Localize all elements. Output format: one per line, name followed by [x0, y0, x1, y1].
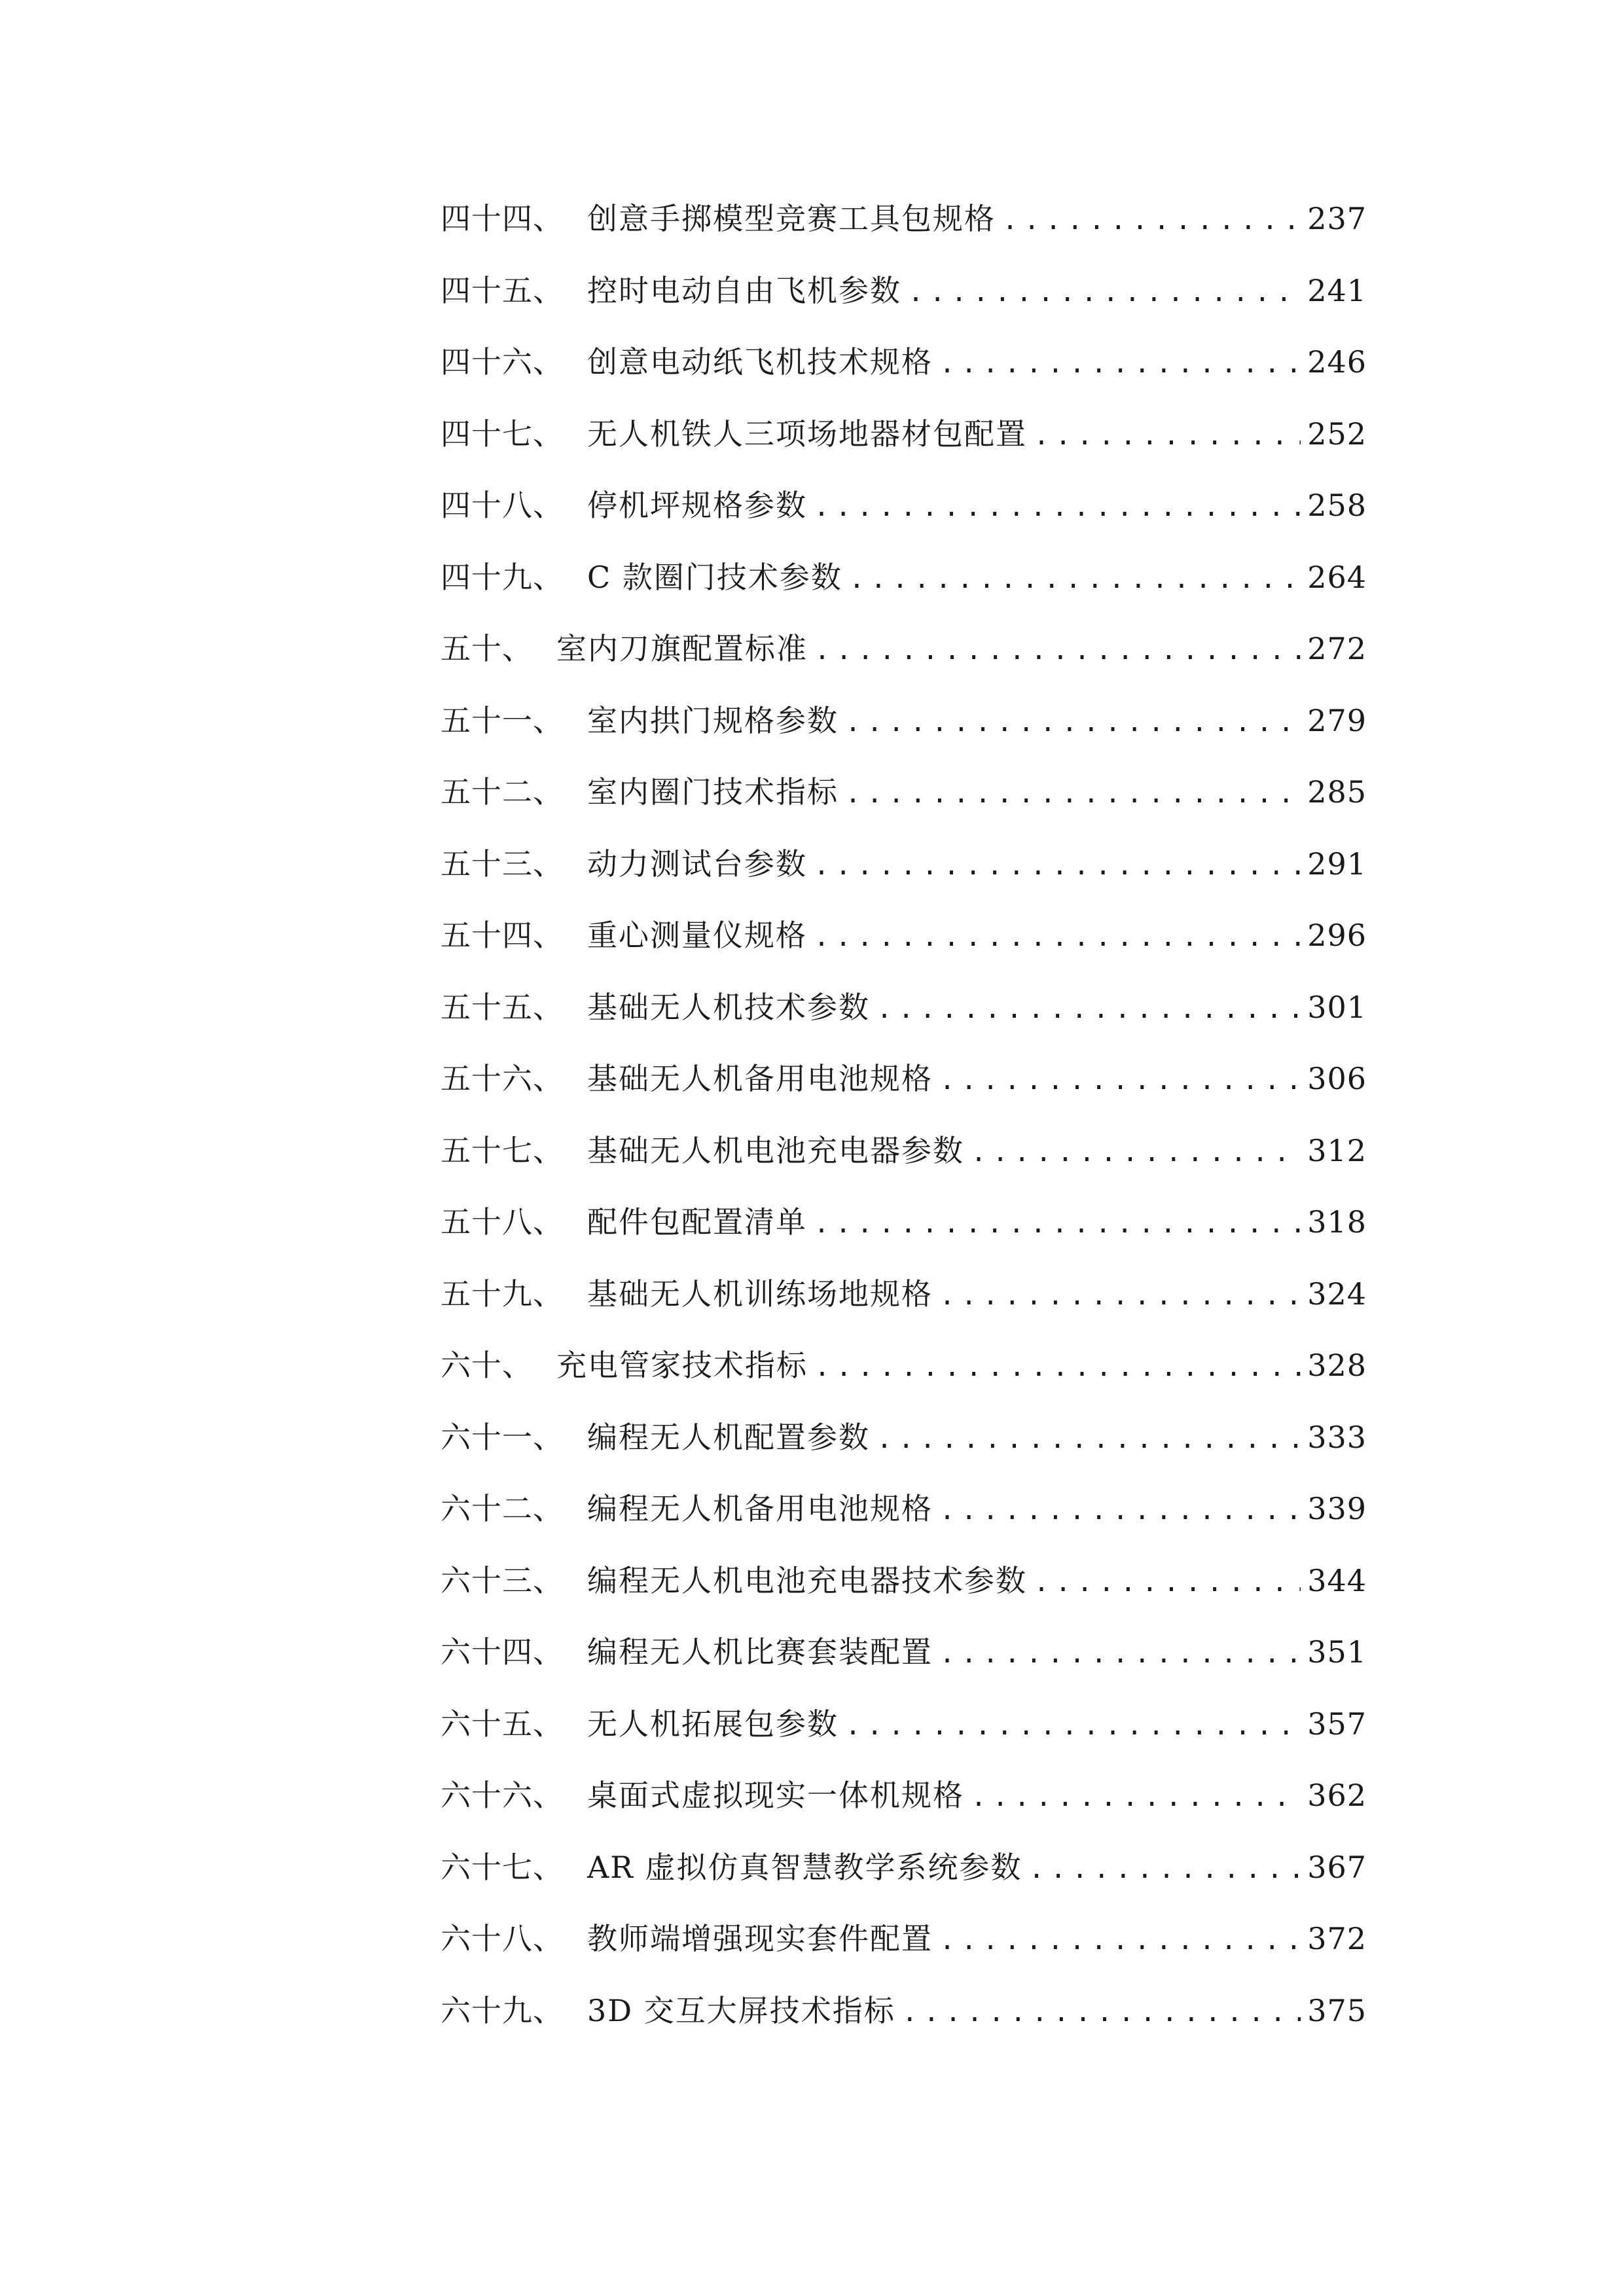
toc-entry-title: 控时电动自由飞机参数 — [587, 272, 901, 308]
toc-entry-title: 基础无人机技术参数 — [587, 989, 870, 1025]
toc-entry[interactable] — [441, 1764, 1367, 1836]
toc-entry-page: 324 — [1307, 1276, 1367, 1312]
toc-entry-page: 272 — [1307, 631, 1367, 666]
toc-entry[interactable] — [441, 1836, 1367, 1908]
toc-entry-number: 四十四、 — [441, 201, 564, 236]
toc-dot-leader — [902, 1981, 1301, 2044]
table-of-contents — [441, 187, 1367, 2051]
toc-dot-leader — [1028, 1838, 1301, 1901]
toc-entry-number: 四十五、 — [441, 272, 564, 308]
toc-entry-title: 无人机铁人三项场地器材包配置 — [587, 416, 1027, 452]
toc-entry-number: 六十五、 — [441, 1706, 564, 1742]
toc-entry-title: 教师端增强现实套件配置 — [587, 1921, 933, 1956]
toc-entry-page: 296 — [1307, 918, 1367, 953]
toc-entry[interactable] — [441, 1191, 1367, 1263]
toc-entry-page: 375 — [1307, 1992, 1367, 2028]
toc-entry[interactable] — [441, 259, 1367, 331]
toc-entry-title: 编程无人机配置参数 — [587, 1419, 870, 1455]
toc-dot-leader — [814, 1336, 1301, 1399]
toc-entry-title: 基础无人机电池充电器参数 — [587, 1132, 964, 1168]
toc-entry-page: 258 — [1307, 488, 1367, 523]
toc-entry-number: 六十二、 — [441, 1491, 564, 1526]
toc-entry-number: 五十四、 — [441, 918, 564, 953]
toc-entry-title: AR 虚拟仿真智慧教学系统参数 — [587, 1849, 1022, 1885]
toc-entry-page: 312 — [1307, 1132, 1367, 1168]
toc-entry-number: 六十八、 — [441, 1921, 564, 1956]
toc-entry-number: 五十五、 — [441, 989, 564, 1025]
toc-entry-number: 六十六、 — [441, 1778, 564, 1813]
toc-dot-leader — [1034, 1551, 1301, 1614]
toc-entry-page: 328 — [1307, 1348, 1367, 1383]
toc-entry-number: 六十七、 — [441, 1849, 564, 1885]
toc-entry-title: 桌面式虚拟现实一体机规格 — [587, 1778, 964, 1813]
toc-entry[interactable] — [441, 1979, 1367, 2051]
toc-entry-title: 充电管家技术指标 — [556, 1348, 808, 1383]
toc-entry[interactable] — [441, 1406, 1367, 1478]
toc-dot-leader — [845, 762, 1301, 825]
toc-entry-page: 306 — [1307, 1061, 1367, 1096]
toc-entry-number: 六十、 — [441, 1348, 533, 1383]
toc-entry[interactable] — [441, 1693, 1367, 1765]
toc-entry-number: 五十三、 — [441, 846, 564, 882]
toc-entry-number: 六十一、 — [441, 1419, 564, 1455]
toc-entry[interactable] — [441, 617, 1367, 689]
toc-dot-leader — [814, 834, 1301, 897]
toc-dot-leader — [939, 1909, 1301, 1972]
toc-entry-title: C 款圈门技术参数 — [587, 559, 842, 595]
toc-entry-number: 四十八、 — [441, 488, 564, 523]
toc-entry-page: 357 — [1307, 1706, 1367, 1742]
toc-entry[interactable] — [441, 976, 1367, 1048]
toc-entry[interactable] — [441, 689, 1367, 761]
toc-dot-leader — [939, 1049, 1301, 1112]
toc-entry-number: 五十二、 — [441, 774, 564, 810]
toc-entry[interactable] — [441, 1621, 1367, 1693]
toc-entry[interactable] — [441, 761, 1367, 833]
toc-dot-leader — [814, 476, 1301, 539]
toc-entry-title: 重心测量仪规格 — [587, 918, 807, 953]
toc-entry-page: 285 — [1307, 774, 1367, 810]
toc-dot-leader — [814, 906, 1301, 969]
toc-entry-page: 241 — [1307, 272, 1367, 308]
toc-entry-number: 五十一、 — [441, 702, 564, 738]
toc-entry-page: 246 — [1307, 344, 1367, 380]
toc-entry-number: 六十三、 — [441, 1562, 564, 1598]
toc-entry[interactable] — [441, 904, 1367, 976]
toc-entry-title: 停机坪规格参数 — [587, 488, 807, 523]
toc-entry-page: 372 — [1307, 1921, 1367, 1956]
toc-entry-number: 四十七、 — [441, 416, 564, 452]
toc-entry-number: 六十四、 — [441, 1634, 564, 1670]
toc-entry-page: 279 — [1307, 702, 1367, 738]
toc-dot-leader — [939, 332, 1301, 395]
toc-dot-leader — [971, 1121, 1301, 1184]
toc-entry-number: 五十八、 — [441, 1204, 564, 1240]
toc-entry-page: 351 — [1307, 1634, 1367, 1670]
toc-dot-leader — [908, 261, 1301, 324]
toc-entry[interactable] — [441, 1119, 1367, 1191]
toc-entry-page: 301 — [1307, 989, 1367, 1025]
toc-entry-number: 四十六、 — [441, 344, 564, 380]
toc-entry-title: 创意手掷模型竞赛工具包规格 — [587, 201, 996, 236]
toc-entry-page: 362 — [1307, 1778, 1367, 1813]
toc-entry-title: 创意电动纸飞机技术规格 — [587, 344, 933, 380]
toc-entry-title: 编程无人机比赛套装配置 — [587, 1634, 933, 1670]
toc-entry-title: 编程无人机电池充电器技术参数 — [587, 1562, 1027, 1598]
toc-dot-leader — [876, 978, 1301, 1041]
toc-dot-leader — [939, 1479, 1301, 1542]
toc-entry-title: 编程无人机备用电池规格 — [587, 1491, 933, 1526]
toc-entry[interactable] — [441, 1047, 1367, 1119]
toc-entry-title: 室内拱门规格参数 — [587, 702, 839, 738]
toc-entry[interactable] — [441, 403, 1367, 475]
toc-entry[interactable] — [441, 1907, 1367, 1979]
toc-entry-page: 333 — [1307, 1419, 1367, 1455]
toc-entry-title: 室内圈门技术指标 — [587, 774, 839, 810]
toc-entry-page: 339 — [1307, 1491, 1367, 1526]
toc-entry[interactable] — [441, 1263, 1367, 1335]
toc-entry-page: 291 — [1307, 846, 1367, 882]
toc-entry-title: 无人机拓展包参数 — [587, 1706, 839, 1742]
toc-dot-leader — [876, 1408, 1301, 1471]
toc-entry[interactable] — [441, 546, 1367, 618]
toc-dot-leader — [814, 619, 1301, 682]
toc-dot-leader — [971, 1766, 1301, 1829]
toc-entry-page: 318 — [1307, 1204, 1367, 1240]
toc-entry-page: 237 — [1307, 201, 1367, 236]
toc-entry-number: 五十七、 — [441, 1132, 564, 1168]
toc-entry-number: 五十六、 — [441, 1061, 564, 1096]
toc-entry[interactable] — [441, 1334, 1367, 1406]
toc-entry-page: 252 — [1307, 416, 1367, 452]
toc-entry[interactable] — [441, 1477, 1367, 1549]
toc-entry[interactable] — [441, 474, 1367, 546]
toc-entry-number: 六十九、 — [441, 1992, 564, 2028]
toc-entry[interactable] — [441, 1549, 1367, 1621]
toc-entry-title: 配件包配置清单 — [587, 1204, 807, 1240]
toc-entry-page: 344 — [1307, 1562, 1367, 1598]
toc-dot-leader — [845, 1695, 1301, 1757]
toc-entry-title: 基础无人机备用电池规格 — [587, 1061, 933, 1096]
toc-entry-title: 动力测试台参数 — [587, 846, 807, 882]
toc-entry[interactable] — [441, 331, 1367, 403]
toc-entry-title: 基础无人机训练场地规格 — [587, 1276, 933, 1312]
toc-entry[interactable] — [441, 187, 1367, 259]
toc-entry-page: 367 — [1307, 1849, 1367, 1885]
toc-dot-leader — [845, 691, 1301, 754]
toc-entry-number: 五十、 — [441, 631, 533, 666]
toc-entry-page: 264 — [1307, 559, 1367, 595]
toc-entry[interactable] — [441, 833, 1367, 905]
toc-dot-leader — [1034, 404, 1301, 467]
toc-dot-leader — [939, 1623, 1301, 1685]
toc-dot-leader — [1002, 189, 1301, 252]
toc-entry-title: 室内刀旗配置标准 — [556, 631, 808, 666]
toc-dot-leader — [849, 548, 1301, 611]
toc-entry-number: 五十九、 — [441, 1276, 564, 1312]
toc-entry-title: 3D 交互大屏技术指标 — [587, 1992, 895, 2028]
toc-dot-leader — [939, 1265, 1301, 1327]
toc-dot-leader — [814, 1193, 1301, 1255]
toc-entry-number: 四十九、 — [441, 559, 564, 595]
